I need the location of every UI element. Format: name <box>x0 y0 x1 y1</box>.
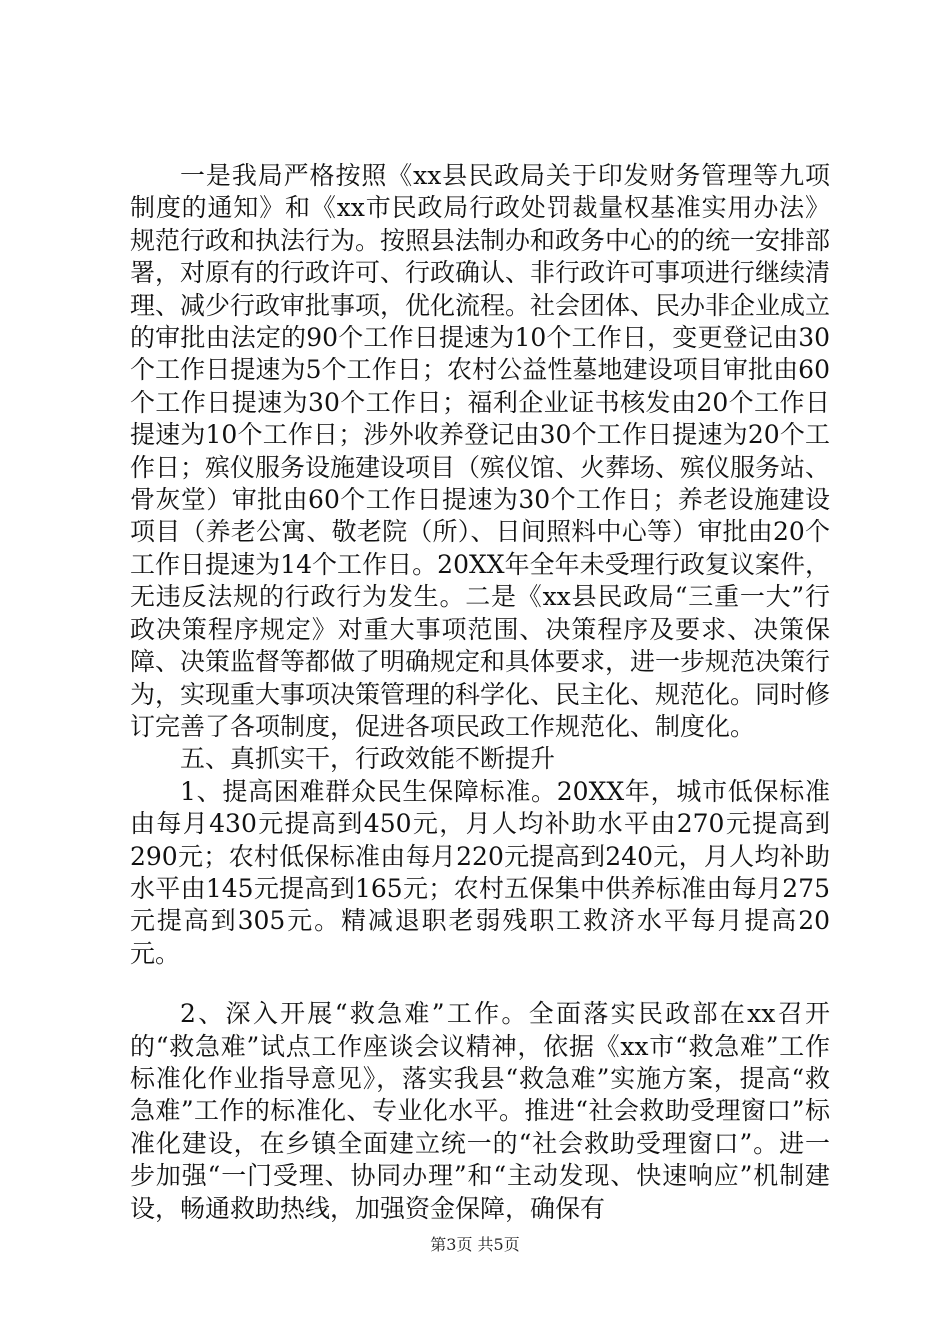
page-number-footer: 第3页 共5页 <box>430 1235 520 1254</box>
paragraph-regulations: 一是我局严格按照《xx县民政局关于印发财务管理等九项制度的通知》和《xx市民政局行政处罚裁量权基准实用办法》规范行政和执法行为。按照县法制办和政务中心的的统一安排部署，对原有的行政许可、行政确认、非行政许可事项进行继续清理、减少行政审批事项，优化流程。社会团体、民办非企业成立的审批由法定的90个工作日提速为10个工作日，变更登记由30个工作日提速为5个工作日；农村公益性墓地建设项目审批由60个工作日提速为30个工作日；福利企业证书核发由20个工作日提速为10个工作日；涉外收养登记由30个工作日提速为20个工作日；殡仪服务设施建设项目（殡仪馆、火葬场、殡仪服务站、骨灰堂）审批由60个工作日提速为30个工作日；养老设施建设项目（养老公寓、敬老院（所）、日间照料中心等）审批由20个工作日提速为14个工作日。20XX年全年未受理行政复议案件，无违反法规的行政行为发生。二是《xx县民政局“三重一大”行政决策程序规定》对重大事项范围、决策程序及要求、决策保障、决策监督等都做了明确规定和具体要求，进一步规范决策行为，实现重大事项决策管理的科学化、民主化、规范化。同时修订完善了各项制度，促进各项民政工作规范化、制度化。 <box>130 161 831 741</box>
section-heading: 五、真抓实干，行政效能不断提升 <box>180 744 556 774</box>
paragraph-spacer <box>130 970 830 998</box>
paragraph-living-standards: 1、提高困难群众民生保障标准。20XX年，城市低保标准由每月430元提高到450元，月人均补助水平由270元提高到290元；农村低保标准由每月220元提高到240元，月人均补助水平由145元提高到165元；农村五保集中供养标准由每月275元提高到305元。精减退职老弱残职工救济水平每月提高20元。 <box>130 776 830 968</box>
paragraph-emergency-relief: 2、深入开展“救急难”工作。全面落实民政部在xx召开的“救急难”试点工作座谈会议精神，依据《xx市“救急难”工作标准化作业指导意见》，落实我县“救急难”实施方案，提高“救急难”工作的标准化、专业化水平。推进“社会救助受理窗口”标准化建设，在乡镇全面建立统一的“社会救助受理窗口”。进一步加强“一门受理、协同办理”和“主动发现、快速响应”机制建设，畅通救助热线，加强资金保障，确保有 <box>130 999 830 1223</box>
document-body <box>130 160 830 1225</box>
